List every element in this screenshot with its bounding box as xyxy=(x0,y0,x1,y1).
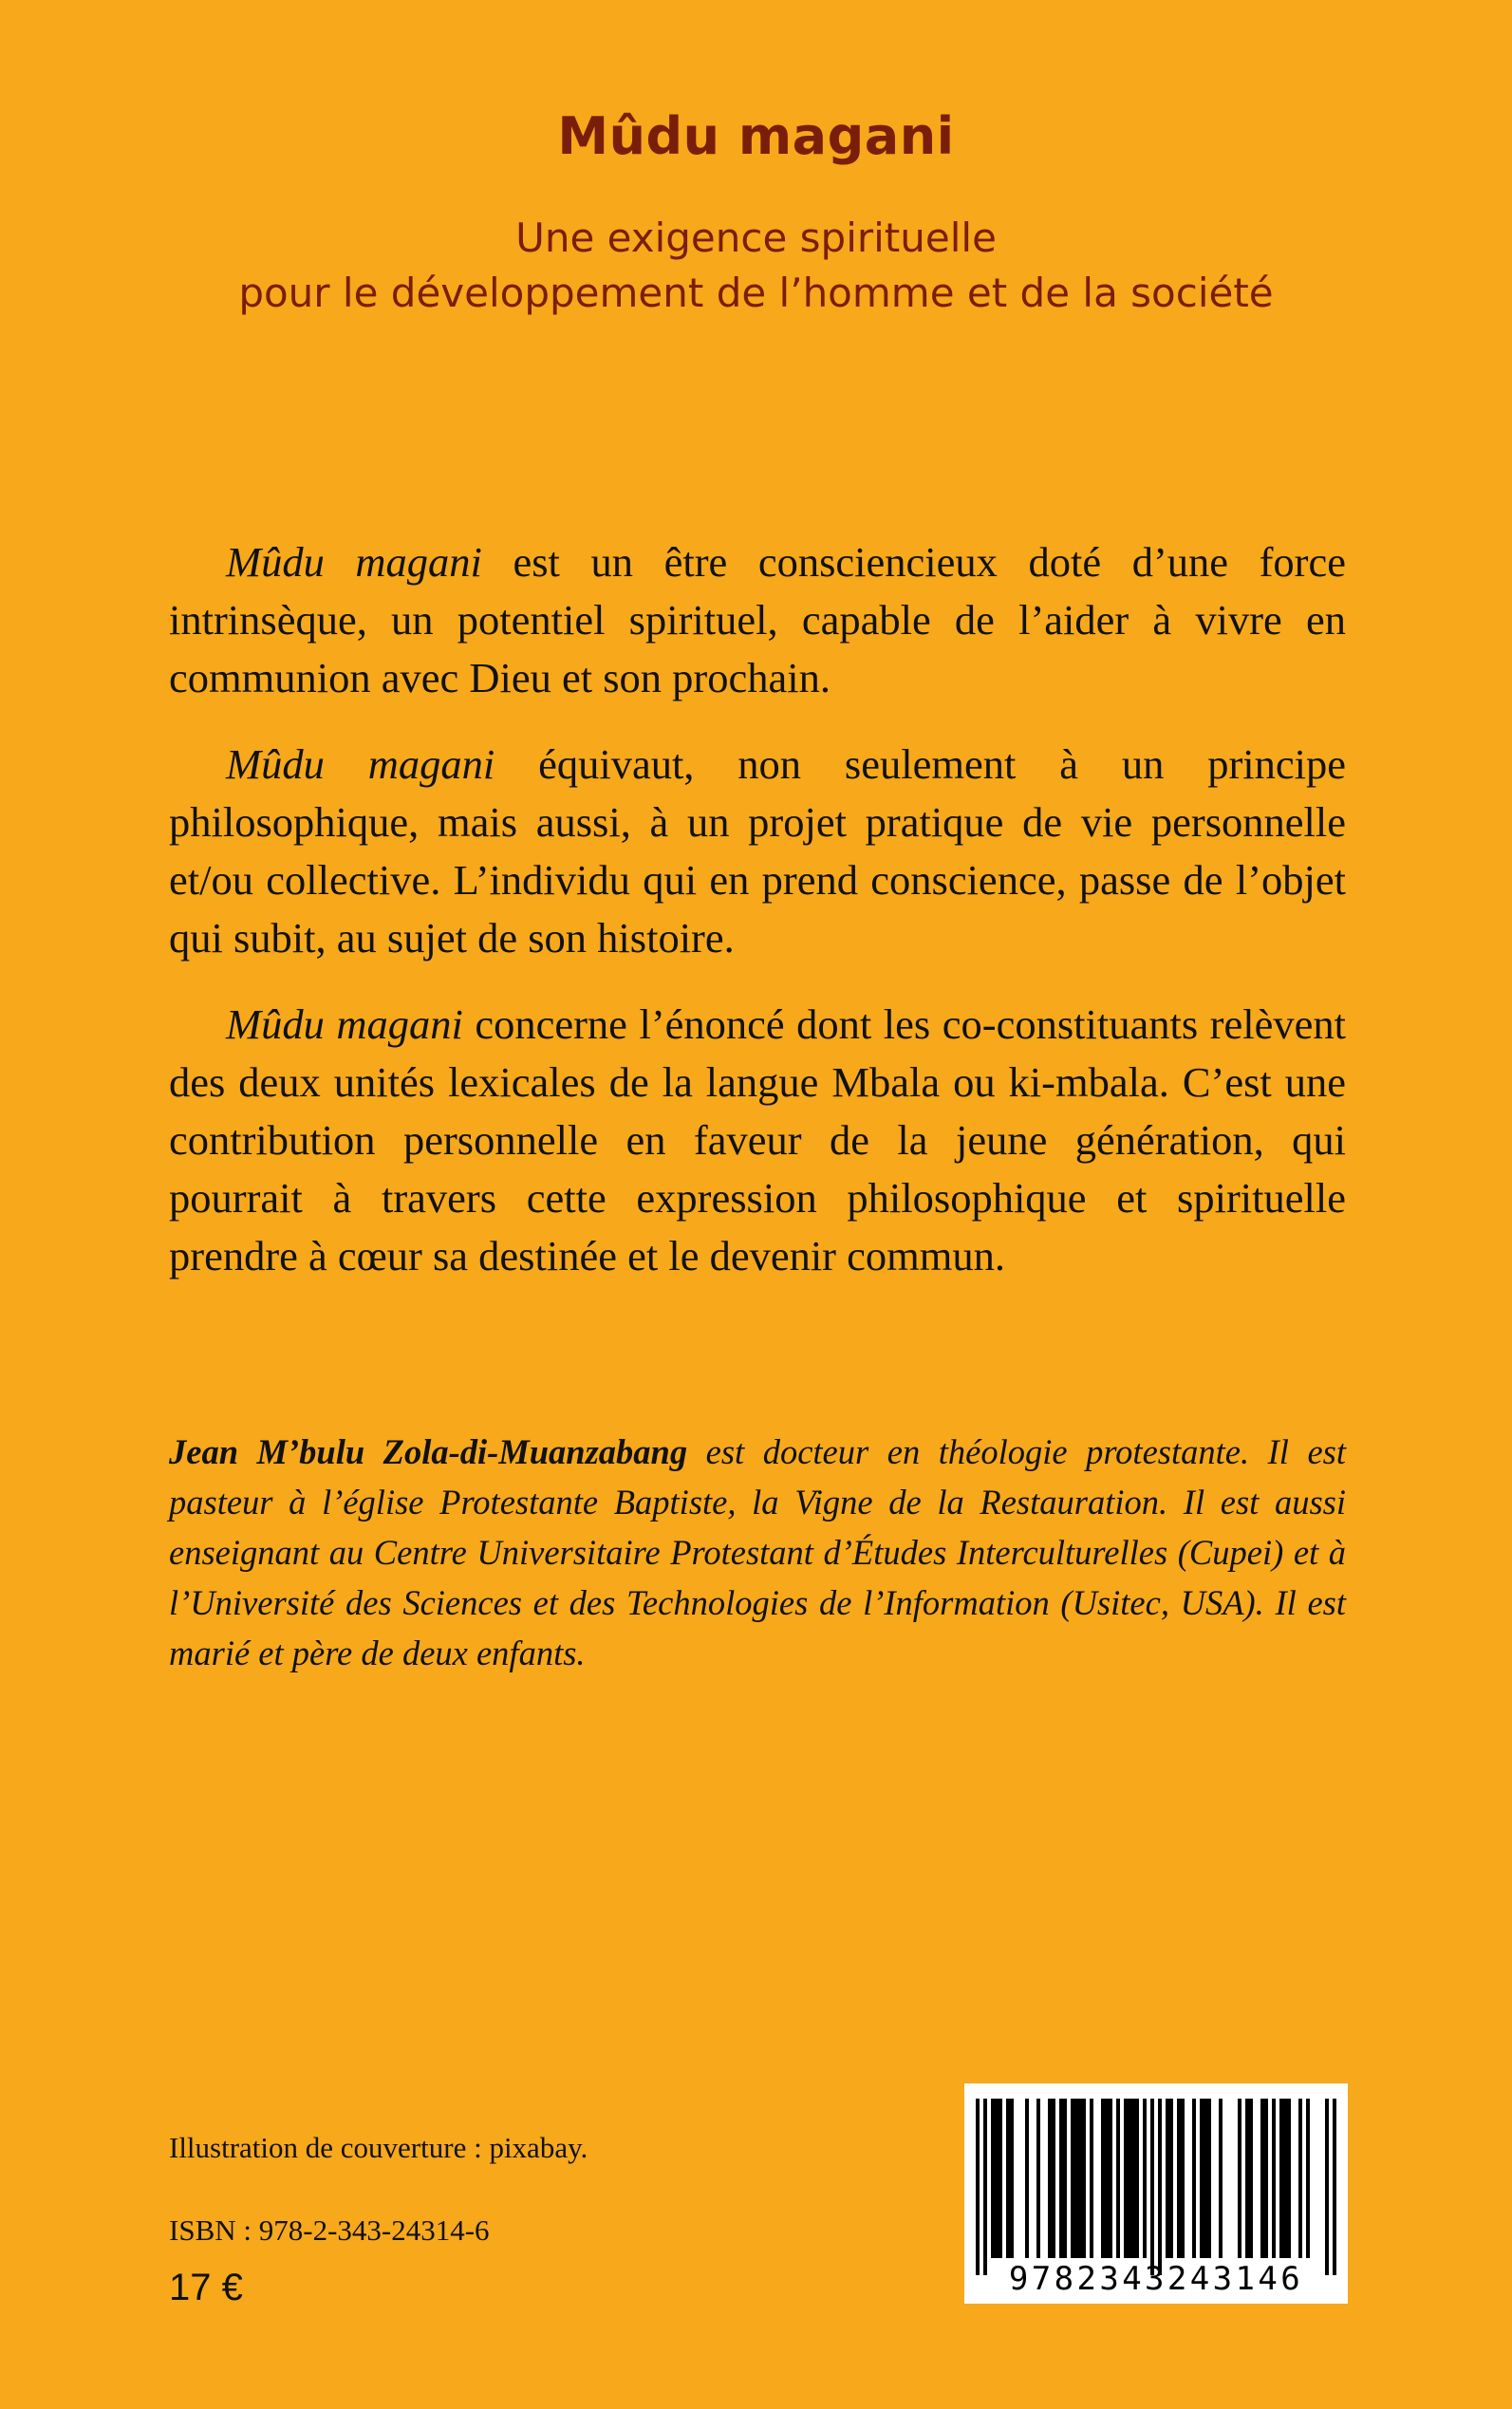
barcode-bar xyxy=(1181,2099,1185,2258)
barcode-bar xyxy=(1260,2099,1264,2258)
barcode-bar xyxy=(1063,2099,1067,2258)
barcode-bar xyxy=(1128,2099,1131,2258)
barcode-bar xyxy=(1158,2099,1162,2275)
author-bio xyxy=(169,1427,1346,1678)
barcode-bar xyxy=(1306,2099,1310,2258)
barcode-bar xyxy=(1074,2099,1078,2258)
subtitle-line-1: Une exigence spirituelle xyxy=(515,215,997,261)
barcode-bar xyxy=(1082,2099,1086,2258)
barcode xyxy=(964,2083,1348,2304)
subtitle-line-2: pour le développement de l’homme et de la société xyxy=(238,270,1274,316)
barcode-digits: 9782343243146 xyxy=(1008,2260,1304,2298)
barcode-bar xyxy=(1090,2099,1093,2258)
barcode-bar xyxy=(1048,2099,1052,2258)
blurb-paragraph xyxy=(169,736,1346,967)
book-title: Mûdu magani xyxy=(557,106,955,166)
barcode-bar xyxy=(1010,2099,1014,2258)
blurb xyxy=(169,533,1346,1314)
isbn: ISBN : 978-2-343-24314-6 xyxy=(169,2213,490,2247)
barcode-bar xyxy=(1078,2099,1082,2258)
barcode-bar xyxy=(1177,2099,1181,2258)
barcode-bar xyxy=(1124,2099,1128,2258)
barcode-bar xyxy=(1333,2099,1336,2275)
barcode-bar xyxy=(1169,2099,1173,2258)
barcode-bar xyxy=(1200,2099,1204,2258)
barcode-bar xyxy=(1059,2099,1063,2258)
barcode-bar xyxy=(1109,2099,1112,2258)
blurb-emphasis: Mûdu magani xyxy=(226,538,482,586)
blurb-text: concerne l’énoncé dont les co-constituants relèvent des deux unités lexicales de la langue Mbala ou ki-mbala. C’est une contribution personnelle en faveur de la jeune génération, qui pourrait à travers cette expression philosophique et spirituelle prendre à cœur sa destinée et le devenir commun. xyxy=(169,1000,1346,1279)
barcode-bar xyxy=(1264,2099,1268,2258)
barcode-bar xyxy=(1192,2099,1196,2258)
barcode-bar xyxy=(995,2099,999,2258)
barcode-bar xyxy=(1279,2099,1283,2258)
author-bio-text: est docteur en théologie protestante. Il est pasteur à l’église Protestante Baptiste, la Vigne de la Restauration. Il est aussi enseignant au Centre Universitaire Protestant d’Études Interculturelles (Cupei) et à l’Université des Sciences et des Technologies de l’Information (Usitec, USA). Il est marié et père de deux enfants. xyxy=(169,1432,1346,1672)
barcode-bar xyxy=(991,2099,995,2258)
barcode-bar xyxy=(1325,2099,1329,2275)
barcode-bar xyxy=(1298,2099,1302,2258)
barcode-bar xyxy=(1071,2099,1074,2258)
barcode-bar xyxy=(1150,2099,1154,2275)
barcode-bar xyxy=(1245,2099,1249,2258)
blurb-emphasis: Mûdu magani xyxy=(226,740,495,788)
barcode-bar xyxy=(1272,2099,1276,2258)
book-subtitle xyxy=(0,211,1512,321)
barcode-bar xyxy=(976,2099,980,2275)
barcode-bar xyxy=(1207,2099,1211,2258)
barcode-bar xyxy=(1219,2099,1223,2258)
price: 17 € xyxy=(169,2267,243,2308)
barcode-bar xyxy=(999,2099,1002,2258)
author-name: Jean M’bulu Zola-di-Muanzabang xyxy=(169,1432,688,1471)
barcode-bar xyxy=(1131,2099,1135,2258)
barcode-bar xyxy=(1249,2099,1253,2258)
barcode-bar xyxy=(1204,2099,1207,2258)
barcode-bar xyxy=(1006,2099,1010,2258)
blurb-paragraph xyxy=(169,533,1346,707)
barcode-bar xyxy=(1143,2099,1147,2258)
barcode-bar xyxy=(1025,2099,1029,2258)
barcode-bar xyxy=(1166,2099,1169,2258)
barcode-bar xyxy=(1036,2099,1040,2258)
barcode-bar xyxy=(1101,2099,1105,2258)
barcode-bar xyxy=(1135,2099,1139,2258)
blurb-paragraph xyxy=(169,996,1346,1285)
blurb-emphasis: Mûdu magani xyxy=(226,1000,463,1048)
blurb-text: équivaut, non seulement à un principe philosophique, mais aussi, à un projet pratique de vie personnelle et/ou collective. L’individu qui en prend conscience, passe de l’objet qui subit, au sujet de son histoire. xyxy=(169,740,1346,962)
barcode-bar xyxy=(1238,2099,1241,2258)
barcode-bar xyxy=(1287,2099,1291,2258)
barcode-bar xyxy=(983,2099,987,2275)
barcode-bar xyxy=(1052,2099,1055,2258)
blurb-text: est un être consciencieux doté d’une force intrinsèque, un potentiel spirituel, capable de l’aider à vivre en communion avec Dieu et son prochain. xyxy=(169,538,1346,701)
barcode-bar xyxy=(1283,2099,1287,2258)
illustration-credit: Illustration de couverture : pixabay. xyxy=(169,2131,588,2164)
barcode-bar xyxy=(1116,2099,1120,2258)
barcode-bar xyxy=(1105,2099,1109,2258)
